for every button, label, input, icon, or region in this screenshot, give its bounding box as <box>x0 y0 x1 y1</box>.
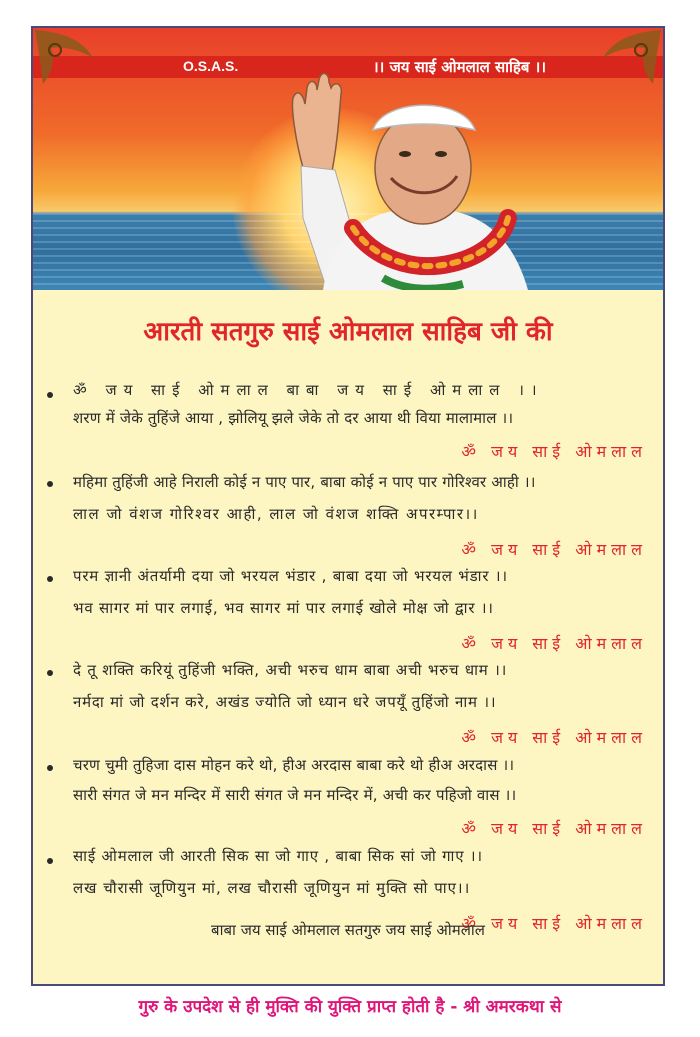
verse-line-2: नर्मदा मां जो दर्शन करे, अखंड ज्योति जो ध्यान धरे जपयूँ तुहिंजो नाम ।। <box>73 693 497 711</box>
bullet-icon <box>47 392 53 398</box>
aarti-poster <box>31 26 665 986</box>
verse-line-2: भव सागर मां पार लगाई, भव सागर मां पार लगाई खोले मोक्ष जो द्वार ।। <box>73 599 494 617</box>
refrain-line: ॐ जय साई ओमलाल <box>461 540 647 559</box>
corner-ornament-icon <box>33 28 103 98</box>
bullet-icon <box>47 576 53 582</box>
banner-title: ।। जय साई ओमलाल साहिब ।। <box>373 58 547 76</box>
footer-quote: गुरु के उपदेश से ही मुक्ति की युक्ति प्राप्त होती है - श्री अमरकथा से <box>138 997 562 1017</box>
verse-line-1: चरण चुमी तुहिजा दास मोहन करे थो, हीअ अरदास बाबा करे थो हीअ अरदास ।। <box>73 756 515 774</box>
bullet-icon <box>47 765 53 771</box>
page-title: आरती सतगुरु साई ओमलाल साहिब जी की <box>143 317 553 347</box>
verse-line-1: ॐ जय साई ओमलाल बाबा जय साई ओमलाल ।। <box>73 381 544 399</box>
refrain-line: ॐ जय साई ओमलाल <box>461 442 647 461</box>
brand-label: O.S.A.S. <box>183 58 239 74</box>
verse-line-2: लाल जो वंशज गोरिश्वर आही, लाल जो वंशज शक्ति अपरम्पार।। <box>73 505 479 523</box>
bullet-icon <box>47 670 53 676</box>
verse-line-2: सारी संगत जे मन मन्दिर में सारी संगत जे मन मन्दिर में, अची कर पहिजो वास ।। <box>73 786 517 804</box>
verse-line-2: शरण में जेके तुहिंजे आया , झोलियू झले जेके तो दर आया थी विया मालामाल ।। <box>73 409 514 427</box>
verse-line-1: साई ओमलाल जी आरती सिक सा जो गाए , बाबा सिक सां जो गाए ।। <box>73 847 483 865</box>
verse-line-2: लख चौरासी जूणियुन मां, लख चौरासी जूणियुन मां मुक्ति सो पाए।। <box>73 879 471 897</box>
bullet-icon <box>47 858 53 864</box>
verse-line-1: दे तू शक्ति करियूं तुहिंजी भक्ति, अची भरुच धाम बाबा अची भरुच धाम ।। <box>73 661 508 679</box>
corner-ornament-icon <box>593 28 663 98</box>
refrain-line: ॐ जय साई ओमलाल <box>461 914 647 933</box>
bullet-icon <box>47 481 53 487</box>
refrain-line: ॐ जय साई ओमलाल <box>461 634 647 653</box>
verse-line-1: परम ज्ञानी अंतर्यामी दया जो भरयल भंडार , बाबा दया जो भरयल भंडार ।। <box>73 567 508 585</box>
refrain-line: ॐ जय साई ओमलाल <box>461 728 647 747</box>
refrain-line: ॐ जय साई ओमलाल <box>461 819 647 838</box>
closing-line: बाबा जय साई ओमलाल सतगुरु जय साई ओमलाल <box>211 921 485 939</box>
guru-portrait <box>243 58 533 290</box>
header-banner <box>33 28 663 290</box>
verse-line-1: महिमा तुहिंजी आहे निराली कोई न पाए पार, बाबा कोई न पाए पार गोरिश्वर आही ।। <box>73 473 536 491</box>
